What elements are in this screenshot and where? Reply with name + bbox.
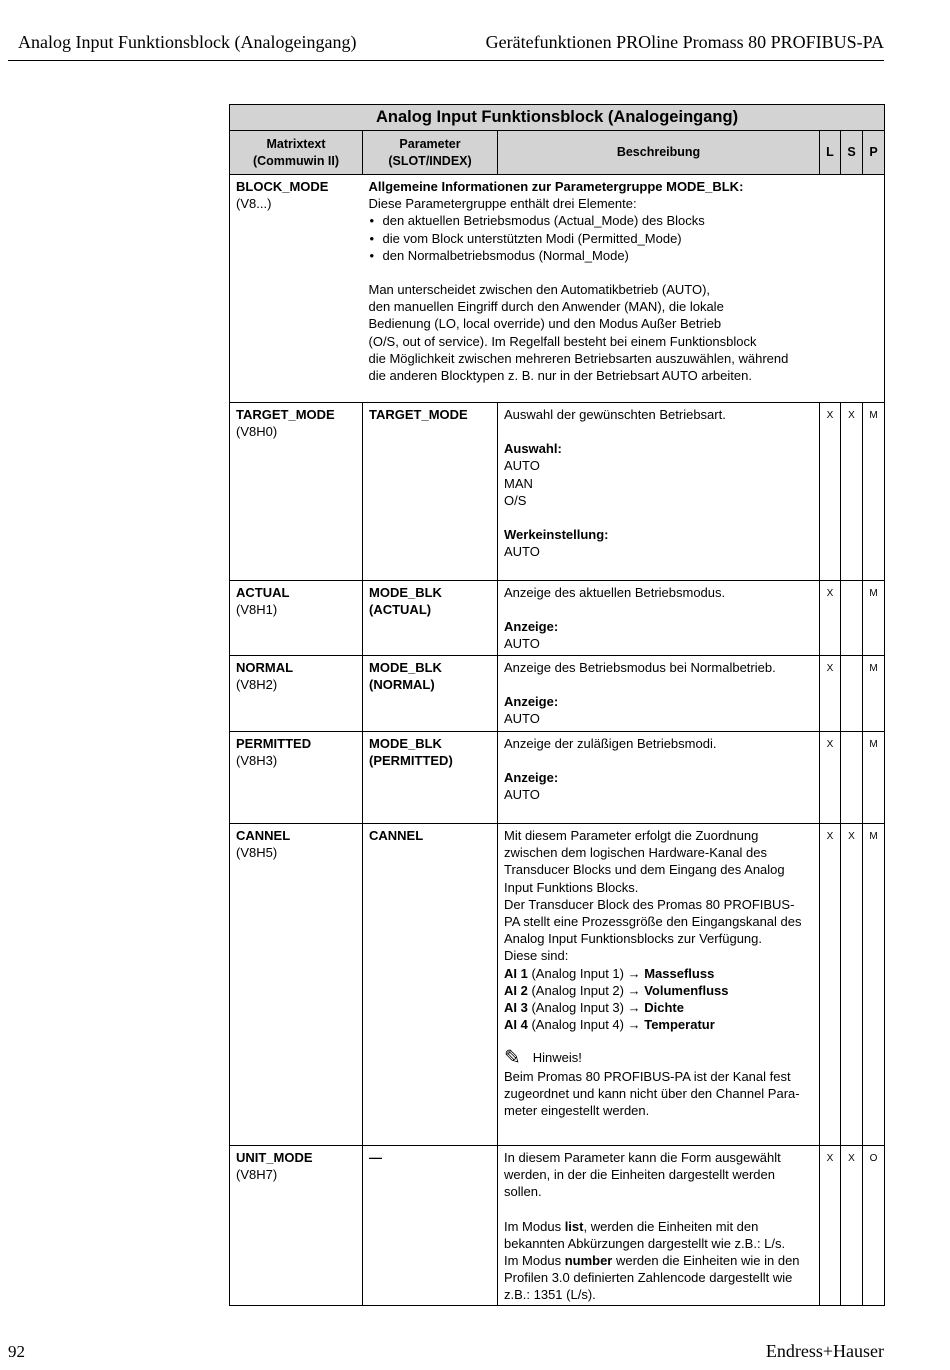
table-header-row bbox=[230, 131, 885, 175]
flag-p: M bbox=[863, 581, 885, 656]
column-header-beschreibung: Beschreibung bbox=[498, 131, 820, 175]
flag-l: X bbox=[820, 656, 841, 732]
description-cell: Anzeige des Betriebsmodus bei Normalbetrieb. Anzeige: AUTO bbox=[498, 656, 820, 732]
parameter-table bbox=[229, 104, 885, 1306]
list-item: • den Normalbetriebsmodus (Normal_Mode) bbox=[369, 247, 879, 264]
table-row-permitted bbox=[230, 732, 885, 824]
note-heading: ✎ Hinweis! bbox=[504, 1047, 582, 1070]
matrixtext-cell: CANNEL (V8H5) bbox=[230, 824, 363, 1146]
brand-logo-text: Endress+Hauser bbox=[765, 1341, 884, 1361]
channel-mapping: AI 2 (Analog Input 2) → Volumenfluss bbox=[504, 982, 729, 998]
column-header-l: L bbox=[820, 131, 841, 175]
parameter-cell: MODE_BLK (ACTUAL) bbox=[363, 581, 498, 656]
column-header-parameter: Parameter (SLOT/INDEX) bbox=[363, 131, 498, 175]
flag-l: X bbox=[820, 581, 841, 656]
table-title-row bbox=[230, 105, 885, 131]
table-row-unit-mode bbox=[230, 1146, 885, 1306]
flag-l: X bbox=[820, 403, 841, 581]
flag-p: M bbox=[863, 656, 885, 732]
parameter-cell: TARGET_MODE bbox=[363, 403, 498, 581]
matrixtext-cell: NORMAL (V8H2) bbox=[230, 656, 363, 732]
column-header-matrixtext: Matrixtext (Commuwin II) bbox=[230, 131, 363, 175]
running-header-right: Gerätefunktionen PROline Promass 80 PROFIBUS-PA bbox=[485, 32, 884, 52]
flag-s: X bbox=[841, 1146, 863, 1306]
channel-mapping: AI 3 (Analog Input 3) → Dichte bbox=[504, 1000, 684, 1016]
table-row-target-mode bbox=[230, 403, 885, 581]
table-title: Analog Input Funktionsblock (Analogeingang) bbox=[230, 105, 885, 131]
column-header-s: S bbox=[841, 131, 863, 175]
flag-p: M bbox=[863, 824, 885, 1146]
flag-p: M bbox=[863, 732, 885, 824]
table-row-block-mode bbox=[230, 175, 885, 403]
table-row-normal bbox=[230, 656, 885, 732]
flag-s: X bbox=[841, 824, 863, 1146]
matrixtext-cell: PERMITTED (V8H3) bbox=[230, 732, 363, 824]
description-cell: Mit diesem Parameter erfolgt die Zuordnung zwischen dem logischen Hardware-Kanal des Transducer Blocks und dem Eingang des Analog Input Funktions Blocks. Der Transducer Block des Promas 80 PROFIBUS- PA stellt eine Prozessgröße den Eingangskanal des Analog Input Funktionsblocks zur Verfügung. Diese sind: AI 1 (Analog Input 1) → Massefluss AI 2 (Analog Input 2) → Volumenfluss AI 3 (Analog Input 3) → Dichte AI 4 (Analog Input 4) → Temperatur ✎ Hinweis! Beim Promas 80 PROFIBUS-PA ist der Kanal fest zugeordnet und kann nicht über den Channel Para- meter eingestellt werden. bbox=[498, 824, 820, 1146]
flag-s: X bbox=[841, 403, 863, 581]
channel-mapping: AI 1 (Analog Input 1) → Massefluss bbox=[504, 965, 715, 981]
header-divider bbox=[8, 60, 884, 61]
parameter-cell: CANNEL bbox=[363, 824, 498, 1146]
matrixtext-cell: UNIT_MODE (V8H7) bbox=[230, 1146, 363, 1306]
column-header-p: P bbox=[863, 131, 885, 175]
description-cell: Auswahl der gewünschten Betriebsart. Auswahl: AUTO MAN O/S Werkeinstellung: AUTO bbox=[498, 403, 820, 581]
parameter-cell: MODE_BLK (PERMITTED) bbox=[363, 732, 498, 824]
flag-l: X bbox=[820, 824, 841, 1146]
channel-mapping: AI 4 (Analog Input 4) → Temperatur bbox=[504, 1017, 715, 1033]
description-cell: In diesem Parameter kann die Form ausgewählt werden, in der die Einheiten dargestellt werden sollen. Im Modus list, werden die Einheiten mit den bekannten Abkürzungen dargestellt wie z.B.: L/s. Im Modus number werden die Einheiten wie in den Profilen 3.0 definierten Zahlencode dargestellt wie z.B.: 1351 (L/s). bbox=[498, 1146, 820, 1306]
flag-l: X bbox=[820, 1146, 841, 1306]
flag-p: M bbox=[863, 403, 885, 581]
page-number: 92 bbox=[8, 1342, 25, 1361]
flag-s bbox=[841, 581, 863, 656]
flag-s bbox=[841, 732, 863, 824]
table-row-cannel bbox=[230, 824, 885, 1146]
matrixtext-cell: BLOCK_MODE (V8...) bbox=[230, 175, 363, 403]
matrixtext-cell: ACTUAL (V8H1) bbox=[230, 581, 363, 656]
running-header-left: Analog Input Funktionsblock (Analogeingang) bbox=[18, 32, 357, 52]
parameter-cell: MODE_BLK (NORMAL) bbox=[363, 656, 498, 732]
list-item: • den aktuellen Betriebsmodus (Actual_Mode) des Blocks bbox=[369, 212, 879, 229]
flag-l: X bbox=[820, 732, 841, 824]
block-mode-description: Allgemeine Informationen zur Parametergruppe MODE_BLK: Diese Parametergruppe enthält drei Elemente: • den aktuellen Betriebsmodus (Actual_Mode) des Blocks • die vom Block unterstützten Modi (Permitted_Mode) • den Normalbetriebsmodus (Normal_Mode) Man unterscheidet zwischen den Automatikbetrieb (AUTO), den manuellen Eingriff durch den Anwender (MAN), die lokale Bedienung (LO, local override) und den Modus Außer Betrieb (O/S, out of service). Im Regelfall besteht bei einem Funktionsblock die Möglichkeit zwischen mehreren Betriebsarten auszuwählen, während die anderen Blocktypen z. B. nur in der Betriebsart AUTO arbeiten. bbox=[363, 175, 885, 403]
flag-s bbox=[841, 656, 863, 732]
parameter-cell: — bbox=[363, 1146, 498, 1306]
pencil-icon: ✎ bbox=[504, 1047, 521, 1070]
flag-p: O bbox=[863, 1146, 885, 1306]
description-cell: Anzeige der zuläßigen Betriebsmodi. Anzeige: AUTO bbox=[498, 732, 820, 824]
description-cell: Anzeige des aktuellen Betriebsmodus. Anzeige: AUTO bbox=[498, 581, 820, 656]
matrixtext-cell: TARGET_MODE (V8H0) bbox=[230, 403, 363, 581]
list-item: • die vom Block unterstützten Modi (Permitted_Mode) bbox=[369, 230, 879, 247]
table-row-actual bbox=[230, 581, 885, 656]
bullet-list bbox=[369, 212, 879, 264]
